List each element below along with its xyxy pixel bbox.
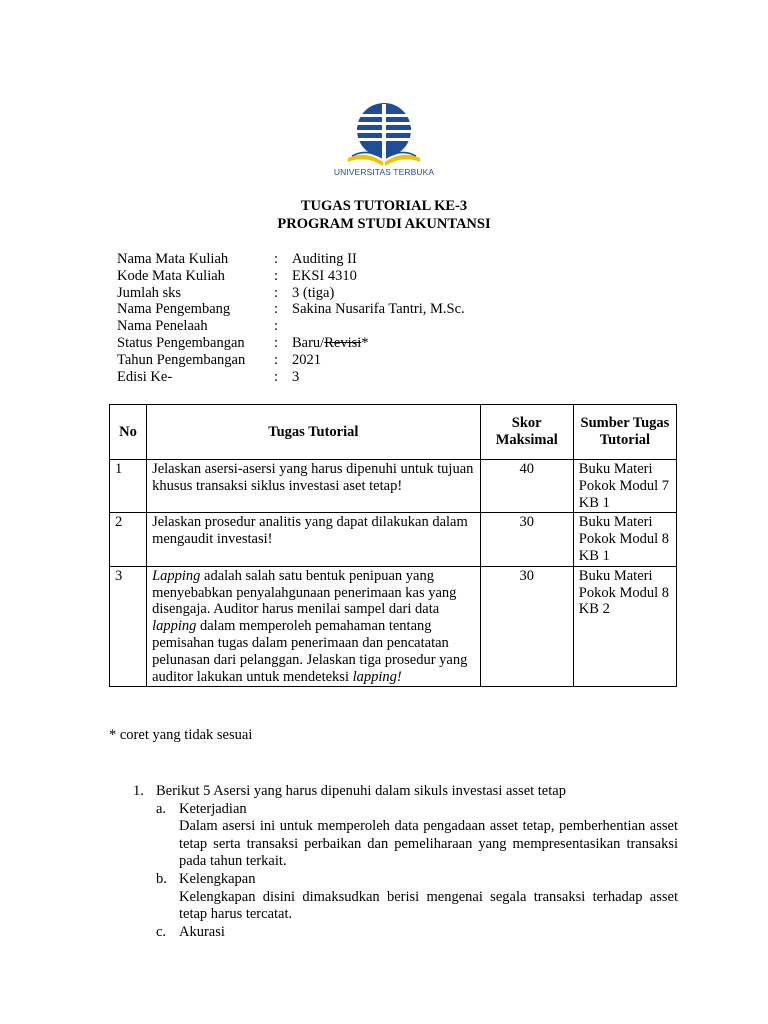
- header-task: Tugas Tutorial: [147, 405, 481, 460]
- row-skor: 30: [480, 566, 573, 687]
- info-value: [292, 318, 465, 335]
- row-no: 3: [110, 566, 147, 687]
- info-row: [117, 318, 465, 335]
- info-sep: :: [274, 284, 279, 301]
- answer-number: 1.: [133, 783, 144, 799]
- info-value: 3: [292, 368, 300, 385]
- row-task: [147, 566, 481, 687]
- answer-item: [133, 783, 678, 801]
- info-label: Edisi Ke-: [117, 368, 173, 385]
- sub-item: [156, 924, 678, 942]
- row-source: Buku Materi Pokok Modul 8 KB 1: [573, 513, 676, 566]
- task-italic-lapping: Lapping: [152, 567, 201, 584]
- info-sep: :: [274, 334, 279, 351]
- info-value: Sakina Nusarifa Tantri, M.Sc.: [292, 301, 465, 318]
- info-label: Kode Mata Kuliah: [117, 267, 225, 284]
- status-revisi-struck: Revisi: [324, 334, 362, 351]
- row-no: 1: [110, 460, 147, 513]
- table-row: [110, 513, 677, 566]
- sub-label: a.: [156, 800, 167, 817]
- sub-label: b.: [156, 870, 167, 887]
- logo-book: [348, 155, 383, 166]
- header-source: Sumber Tugas Tutorial: [573, 405, 676, 460]
- row-skor: 30: [480, 513, 573, 566]
- sub-item: [156, 801, 678, 819]
- info-label: Tahun Pengembangan: [117, 351, 246, 368]
- tutorial-tasks-table: [109, 404, 677, 687]
- task-italic-lapping: lapping!: [352, 668, 402, 685]
- status-asterisk: *: [361, 334, 369, 351]
- sub-label: c.: [156, 923, 167, 940]
- info-sep: :: [274, 368, 279, 385]
- info-sep: :: [274, 301, 279, 318]
- answer-intro: Berikut 5 Asersi yang harus dipenuhi dalam sikuls investasi asset tetap: [156, 783, 566, 799]
- info-row: [117, 251, 465, 268]
- course-info: [117, 251, 465, 385]
- answer-section: [133, 783, 678, 941]
- row-skor: 40: [480, 460, 573, 513]
- info-sep: :: [274, 318, 279, 335]
- info-sep: :: [274, 267, 279, 284]
- status-baru: Baru/: [292, 334, 325, 351]
- sub-title: Kelengkapan: [179, 870, 256, 887]
- info-label: Nama Pengembang: [117, 301, 231, 318]
- row-source: Buku Materi Pokok Modul 7 KB 1: [573, 460, 676, 513]
- row-no: 2: [110, 513, 147, 566]
- row-task: Jelaskan asersi-asersi yang harus dipenuhi untuk tujuan khusus transaksi siklus investasi aset tetap!: [147, 460, 481, 513]
- info-sep: :: [274, 251, 279, 267]
- task-text-part: adalah salah satu bentuk penipuan yang menyebabkan penyalahgunaan penerimaan kas yang disengaja. Auditor harus menilai sampel dari data: [152, 567, 457, 618]
- info-value: [292, 335, 465, 352]
- logo-text: UNIVERSITAS TERBUKA: [333, 167, 435, 177]
- info-value: EKSI 4310: [292, 267, 357, 284]
- table-header-row: [110, 405, 677, 460]
- sub-paragraph: Dalam asersi ini untuk memperoleh data pengadaan asset tetap, pemberhentian asset tetap serta transaksi perbaikan dan pemeliharaan yang mempresentasikan transaksi pada tahun terkait.: [179, 818, 678, 870]
- info-row: [117, 352, 465, 369]
- task-text-part: dalam memperoleh pemahaman tentang pemisahan tugas dalam penerimaan dan pencatatan pelunasan dari pelanggan. Jelaskan tiga prosedur yang auditor lakukan untuk mendeteksi: [152, 618, 468, 685]
- table-row: [110, 460, 677, 513]
- info-sep: :: [274, 351, 279, 368]
- table-row: [110, 566, 677, 687]
- info-value: 3 (tiga): [292, 284, 335, 301]
- header-no: No: [110, 405, 147, 460]
- sub-title: Akurasi: [179, 923, 225, 940]
- info-row: [117, 301, 465, 318]
- sub-paragraph: Kelengkapan disini dimaksudkan berisi mengenai segala transaksi terhadap asset tetap harus tercatat.: [179, 888, 678, 923]
- info-row: [117, 285, 465, 302]
- task-italic-lapping: lapping: [152, 618, 197, 635]
- row-source: Buku Materi Pokok Modul 8 KB 2: [573, 566, 676, 687]
- info-row: [117, 335, 465, 352]
- info-value: 2021: [292, 351, 321, 368]
- info-row: [117, 369, 465, 386]
- sub-item: [156, 871, 678, 889]
- header-skor: Skor Maksimal: [480, 405, 573, 460]
- info-label: Nama Penelaah: [117, 318, 208, 335]
- info-row: [117, 268, 465, 285]
- document-subtitle: PROGRAM STUDI AKUNTANSI: [277, 216, 491, 232]
- info-label: Nama Mata Kuliah: [117, 251, 229, 267]
- info-value: Auditing II: [292, 251, 357, 267]
- footnote: * coret yang tidak sesuai: [109, 727, 253, 743]
- sub-title: Keterjadian: [179, 800, 247, 817]
- info-label: Jumlah sks: [117, 284, 182, 301]
- info-label: Status Pengembangan: [117, 334, 245, 351]
- row-task: Jelaskan prosedur analitis yang dapat dilakukan dalam mengaudit investasi!: [147, 513, 481, 566]
- document-title: TUGAS TUTORIAL KE-3: [300, 198, 468, 214]
